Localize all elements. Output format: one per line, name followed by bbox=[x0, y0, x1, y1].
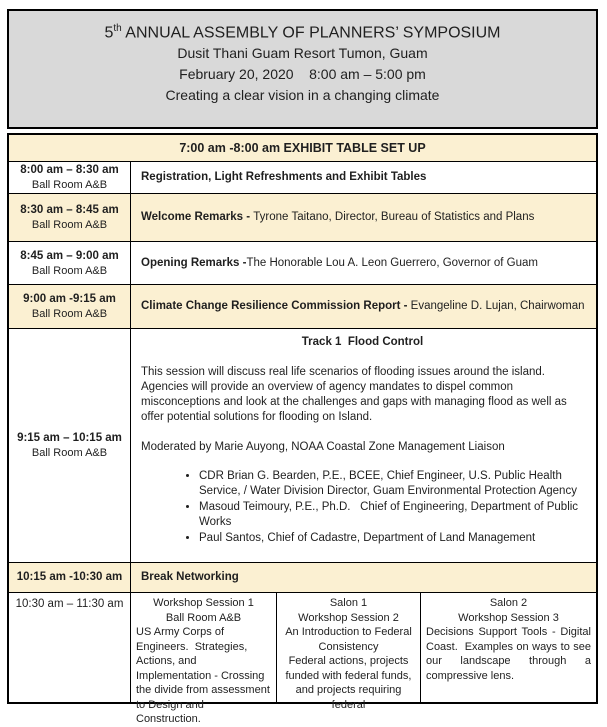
time-range: 8:45 am – 9:00 am bbox=[20, 249, 119, 262]
time-cell bbox=[9, 285, 131, 328]
workshop-1-room: Ball Room A&B bbox=[165, 611, 242, 624]
time-cell bbox=[9, 563, 131, 592]
title-text: ANNUAL ASSEMBLY OF PLANNERS’ SYMPOSIUM bbox=[121, 24, 501, 42]
venue-line: Dusit Thani Guam Resort Tumon, Guam bbox=[177, 45, 428, 62]
room-label: Ball Room A&B bbox=[31, 219, 108, 231]
agenda-row-welcome bbox=[9, 193, 596, 241]
agenda-row-track1-session bbox=[9, 328, 596, 562]
page-title bbox=[9, 18, 596, 43]
workshop-3-room: Salon 2 bbox=[489, 597, 528, 609]
time-range: 8:30 am – 8:45 am bbox=[20, 204, 119, 216]
time-cell bbox=[9, 242, 131, 284]
event-detail: Tyrone Taitano, Director, Bureau of Statistics and Plans bbox=[253, 211, 535, 223]
speaker-item: • Paul Santos, Chief of Cadastre, Department of Land Management bbox=[199, 531, 584, 546]
workshop-3-cell bbox=[421, 593, 596, 702]
time-range: 10:15 am -10:30 am bbox=[16, 571, 123, 583]
event-cell bbox=[131, 162, 596, 193]
session-moderator: Moderated by Marie Auyong, NOAA Coastal Zone Management Liaison bbox=[141, 441, 505, 453]
workshop-2-cell bbox=[277, 593, 421, 711]
time-range: 9:15 am – 10:15 am bbox=[17, 432, 122, 444]
workshop-1-description: US Army Corps of Engineers. Strategies, Actions, and Implementation - Crossing the divide from assessment to Design and Construction. bbox=[136, 626, 273, 725]
agenda-row-registration bbox=[9, 161, 596, 193]
event-title: Welcome Remarks - bbox=[141, 211, 254, 223]
room-label: Ball Room A&B bbox=[31, 308, 108, 320]
event-detail: Evangeline D. Lujan, Chairwoman bbox=[410, 300, 585, 312]
program-header bbox=[7, 9, 598, 129]
workshop-2-topic: An Introduction to Federal Consistency bbox=[285, 626, 415, 653]
date-time-line: February 20, 2020 8:00 am – 5:00 pm bbox=[179, 66, 426, 83]
speaker-list bbox=[185, 469, 584, 547]
title-number: 5 bbox=[104, 24, 114, 42]
speaker-item: • CDR Brian G. Bearden, P.E., BCEE, Chief Engineer, U.S. Public Health Service, / Water Division Director, Guam Environmental Protection Agency bbox=[199, 469, 584, 499]
title-ordinal-suffix: th bbox=[113, 23, 122, 34]
workshop-3-title: Workshop Session 3 bbox=[458, 611, 559, 624]
event-cell bbox=[131, 242, 596, 284]
exhibit-setup-banner: 7:00 am -8:00 am EXHIBIT TABLE SET UP bbox=[9, 135, 596, 161]
time-range: 9:00 am -9:15 am bbox=[23, 293, 116, 305]
event-title: Registration, Light Refreshments and Exhibit Tables bbox=[141, 171, 427, 183]
agenda-row-opening-remarks bbox=[9, 241, 596, 284]
time-cell bbox=[9, 162, 131, 193]
room-label: Ball Room A&B bbox=[31, 179, 108, 191]
agenda-row-workshops bbox=[9, 592, 596, 725]
session-description: This session will discuss real life scenarios of flooding issues around the island. Agencies will provide an overview of agency mandates to dispel common misconceptions and look at the challenges and gaps with managing flood as well as offer potential solutions for flooding on Island. bbox=[141, 366, 570, 423]
time-cell bbox=[9, 194, 131, 241]
workshop-1-cell bbox=[131, 593, 277, 725]
event-detail: The Honorable Lou A. Leon Guerrero, Governor of Guam bbox=[246, 256, 538, 269]
break-label: Break Networking bbox=[141, 571, 239, 583]
workshop-3-description: Decisions Support Tools - Digital Coast. Examples on ways to see our landscape through a compressive lens. bbox=[426, 626, 595, 682]
agenda-row-commission-report bbox=[9, 284, 596, 328]
theme-line: Creating a clear vision in a changing climate bbox=[165, 87, 440, 104]
time-range: 10:30 am – 11:30 am bbox=[15, 598, 124, 610]
agenda-table bbox=[7, 133, 598, 725]
time-range: 8:00 am – 8:30 am bbox=[20, 164, 119, 176]
session-cell bbox=[131, 329, 596, 562]
speaker-item: • Masoud Teimoury, P.E., Ph.D. Chief of Engineering, Department of Public Works bbox=[199, 500, 584, 530]
time-cell bbox=[9, 329, 131, 562]
agenda-row-break bbox=[9, 562, 596, 592]
time-cell bbox=[9, 593, 131, 702]
event-cell bbox=[131, 194, 596, 241]
workshop-2-room: Salon 1 bbox=[329, 597, 368, 609]
workshop-2-title: Workshop Session 2 bbox=[298, 611, 399, 624]
room-label: Ball Room A&B bbox=[31, 447, 108, 459]
room-label: Ball Room A&B bbox=[31, 264, 108, 277]
break-cell bbox=[131, 563, 596, 592]
event-cell bbox=[131, 285, 596, 328]
workshop-1-title: Workshop Session 1 bbox=[153, 597, 254, 609]
event-title: Opening Remarks - bbox=[141, 256, 247, 269]
workshop-2-description: Federal actions, projects funded with federal funds, and projects requiring federal bbox=[285, 655, 415, 711]
event-title: Climate Change Resilience Commission Report - bbox=[141, 300, 411, 312]
track-title: Track 1 Flood Control bbox=[301, 336, 424, 348]
